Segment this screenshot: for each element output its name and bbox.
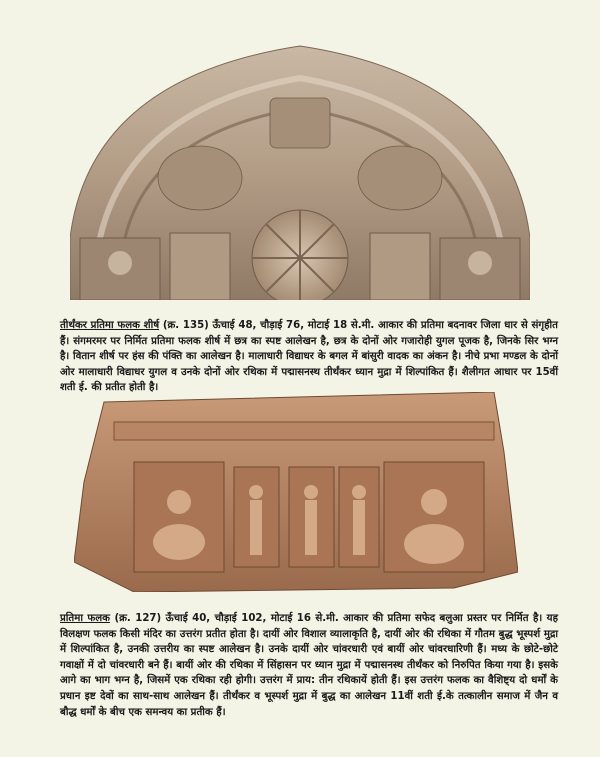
caption-arch-title: तीर्थंकर प्रतिमा फलक शीर्ष [60,320,160,331]
caption-lintel-panel [60,611,558,720]
sculpture-photo-arch [70,38,530,300]
sculpture-photo-lintel [74,392,518,592]
caption-arch-panel [60,318,558,396]
caption-arch-body: (क्र. 135) ऊँचाई 48, चौड़ाई 76, मोटाई 18 से.मी. आकार की प्रतिमा बदनावर जिला धार से संगृहीत हैं। संगमरमर पर निर्मित प्रतिमा फलक शीर्ष में छत्र का स्पष्ट आलेखन है, छत्र के दोनों ओर गजारोही युगल पूजक है, जिनके सिर भग्न है। वितान शीर्ष पर हंस की पंक्ति का आलेखन है। मालाधारी विद्याधर के बगल में बांसुरी वादक का अंकन है। नीचे प्रभा मण्डल के दोनों ओर मालाधारी विद्याधर युगल व उनके दोनों ओर रथिका में पद्मासनस्थ तीर्थंकर ध्यान मुद्रा में शिल्पांकित हैं। शैलीगत आधार पर 15वीं शती ई. की प्रतीत होती है। [60,320,558,394]
caption-lintel-title: प्रतिमा फलक [60,613,110,624]
caption-lintel-body: (क्र. 127) ऊँचाई 40, चौड़ाई 102, मोटाई 16 से.मी. आकार की प्रतिमा सफेद बलुआ प्रस्तर पर निर्मित है। यह विलक्षण फलक किसी मंदिर का उत्तरंग प्रतीत होता है। दायीं ओर विशाल व्यालाकृति है, दायीं ओर की रथिका में गौतम बुद्ध भूस्पर्श मुद्रा में शिल्पांकित है, उनकी उत्तरीय का स्पष्ट आलेखन है। उनके दायीं ओर चांवरधारी एवं बायीं ओर चांवरधारिणी हैं। मध्य के छोटे-छोटे गवाक्षों में दो चांवरधारी बने हैं। बायीं ओर की रथिका में सिंहासन पर ध्यान मुद्रा में पद्मासनस्थ तीर्थंकर को निरुपित किया गया है। इसके आगे का भाग भग्न है, जिसमें एक रथिका रही होगी। उत्तरंग में प्राय: तीन रथिकायें होती हैं। इस उत्तरंग फलक का वैशिष्ट्य दो धर्मों के प्रधान इष्ट देवों का साथ-साथ आलेखन हैं। तीर्थंकर व भूस्पर्श मुद्रा में बुद्ध का आलेखन 11वीं शती ई.के तत्कालीन समाज में जैन व बौद्ध धर्मों के बीच एक समन्वय का प्रतीक हैं। [60,613,558,718]
